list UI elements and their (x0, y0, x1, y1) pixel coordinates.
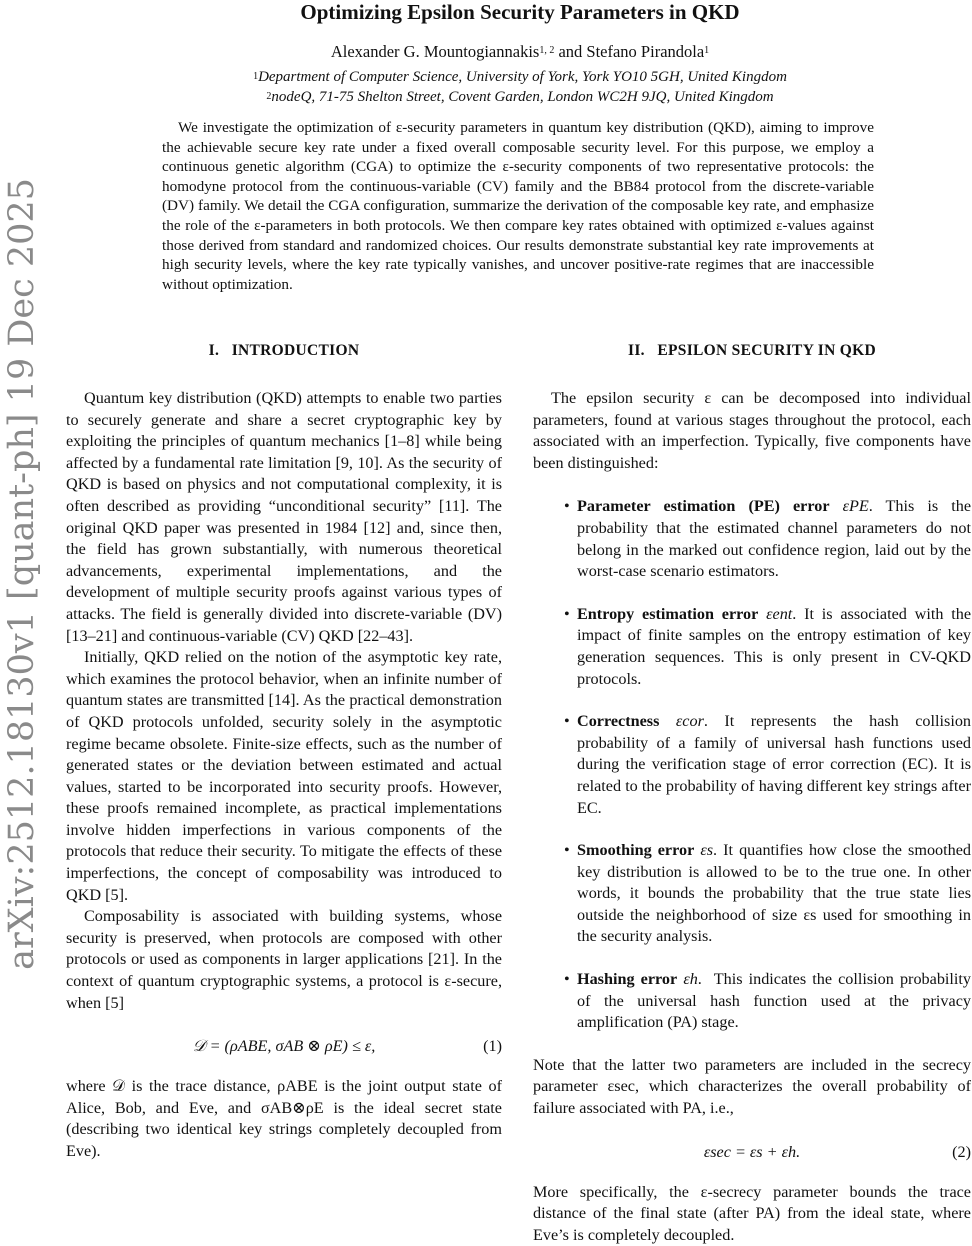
list-item-text: . This indicates the collision probability of the universal hash function used at the privacy amplification (PA) stage. (577, 970, 971, 1032)
list-item-correctness (577, 711, 971, 819)
list-item-symbol: εh (683, 970, 698, 989)
list-item-term: Entropy estimation error (577, 604, 759, 623)
author-1: Alexander G. Mountogiannakis (330, 42, 540, 61)
list-item-term: Correctness (577, 712, 660, 731)
list-item-term: Parameter estimation (PE) error (577, 497, 830, 516)
affiliation-1-text: Department of Computer Science, University of York, York YO10 5GH, United Kingdom (258, 69, 787, 85)
section-heading-introduction: I. INTRODUCTION (208, 342, 360, 359)
list-item-text: . It is associated with the impact of finite samples on the entropy estimation of key generation sequences. This is only present in CV-QKD protocols. (577, 604, 972, 688)
abstract: We investigate the optimization of ε-security parameters in quantum key distribution (QKD), aiming to improve the achievable secure key rate under a fixed overall composable security level. For this purpose, we employ a continuous genetic algorithm (CGA) to optimize the ε-security components of two representative protocols: the homodyne protocol from the continuous-variable (CV) family and the BB84 protocol from the discrete-variable (DV) family. We detail the CGA configuration, summarize the derivation of the composable key rate, and emphasize the role of the ε-parameters in both protocols. We then compare key rates obtained with optimized ε-values against those derived from standard and randomized choices. Our results demonstrate substantial key rate improvements at high security levels, where the key rate typically vanishes, and uncover positive-rate regimes that are inaccessible without optimization. (162, 119, 874, 293)
arxiv-side-label: arXiv:2512.18130v1 [quant-ph] 19 Dec 2025 (2, 178, 42, 970)
epsilon-paragraph-3: More specifically, the ε-secrecy parameter bounds the trace distance of the final state (after PA) from the ideal state, where Eve’s is completely decoupled. (533, 1182, 971, 1244)
intro-paragraph-4: where 𝒟 is the trace distance, ρABE is the joint output state of Alice, Bob, and Eve, and σAB⊗ρE is the ideal secret state (describing two identical key strings completely decoupled from Eve). (66, 1077, 502, 1160)
author-1-affil-mark: 1, 2 (539, 45, 555, 56)
list-item-hashing-error (577, 969, 971, 1034)
paper-title: Optimizing Epsilon Security Parameters in QKD (300, 0, 740, 24)
list-item-symbol: εPE (842, 497, 869, 516)
equation-1-body: 𝒟 = (ρABE, σAB ⊗ ρE) ≤ ε, (192, 1037, 376, 1056)
epsilon-paragraph-2: Note that the latter two parameters are included in the secrecy parameter εsec, which characterizes the overall probability of failure associated with PA, i.e., (533, 1055, 971, 1118)
intro-paragraph-3: Composability is associated with building systems, whose security is preserved, when protocols are composed with other protocols or used as components in larger applications [21]. In the context of quantum cryptographic systems, a protocol is ε-secure, when [5] (66, 907, 502, 1012)
equation-2-body: εsec = εs + εh. (703, 1142, 801, 1161)
equation-2-number: (2) (952, 1142, 971, 1161)
author-2: Stefano Pirandola (586, 42, 705, 61)
author-2-affil-mark: 1 (704, 45, 710, 56)
equation-1-number: (1) (483, 1037, 502, 1056)
authors-and: and (554, 42, 587, 61)
affiliation-2 (140, 88, 900, 107)
affiliation-1 (140, 68, 900, 87)
list-item-pe-error (577, 496, 971, 582)
list-item-symbol: εcor (675, 712, 704, 731)
affiliation-2-mark: 2 (266, 91, 272, 102)
section-heading-epsilon-security: II. EPSILON SECURITY IN QKD (628, 342, 876, 359)
equation-1 (66, 1032, 502, 1060)
list-item-symbol: εent (766, 604, 793, 623)
list-item-text: . It quantifies how close the smoothed key distribution is allowed to be to the true one. In other words, it bounds the probability that the true state lies outside the neighborhood of size εs used for smoothing in the security analysis. (577, 841, 971, 946)
affiliation-2-text: nodeQ, 71-75 Shelton Street, Covent Garden, London WC2H 9JQ, United Kingdom (271, 89, 774, 105)
left-column (66, 340, 502, 1163)
list-item-smoothing-error (577, 840, 971, 948)
list-item-text: . This is the probability that the estimated channel parameters do not belong in the marked out confidence region, laid out by the worst-case scenario estimators. (577, 497, 972, 581)
list-item-symbol: εs (700, 841, 714, 860)
epsilon-paragraph-1: The epsilon security ε can be decomposed into individual parameters, found at various stages throughout the protocol, each associated with an imperfection. Typically, five components have been distinguished: (533, 389, 971, 472)
affiliation-1-mark: 1 (253, 71, 259, 82)
epsilon-components-list (533, 496, 971, 1033)
intro-paragraph-1: Quantum key distribution (QKD) attempts to enable two parties to securely generate and share a secret cryptographic key by exploiting the principles of quantum mechanics [1–8] while being affected by a fundamental rate limitation [9, 10]. As the security of QKD is based on physics and not computational complexity, it is often described as providing “unconditional security” [11]. The original QKD paper was presented in 1984 [12] and, since then, the field has grown substantially, with numerous theoretical advancements, experimental implementations, and the development of multiple security proofs against various types of attacks. The field is generally divided into discrete-variable (DV) [13–21] and continuous-variable (CV) QKD [22–43]. (66, 389, 502, 645)
list-item-entropy-error (577, 604, 971, 690)
intro-paragraph-2: Initially, QKD relied on the notion of the asymptotic key rate, which examines the protocol behavior, when an infinite number of quantum states are transmitted [14]. As the practical demonstration of QKD protocols unfolded, security solely in the asymptotic regime became obsolete. Finite-size effects, such as the number of generated states or the deviation between estimated and actual values, started to be incorporated into security proofs. However, these proofs remained incomplete, as practical implementations involve hidden imperfections in various components of the protocols that reduce their security. To mitigate the effects of these imperfections, the concept of composability was introduced to QKD [5]. (66, 648, 502, 904)
equation-2 (533, 1138, 971, 1166)
authors-line (140, 42, 900, 62)
list-item-term: Hashing error (577, 970, 678, 989)
list-item-text: . It represents the hash collision probability of a family of universal hash functions used during the verification stage of error correction (EC). It is related to the probability of having different key strings after EC. (577, 712, 972, 817)
list-item-term: Smoothing error (577, 841, 695, 860)
right-column (533, 340, 971, 1246)
